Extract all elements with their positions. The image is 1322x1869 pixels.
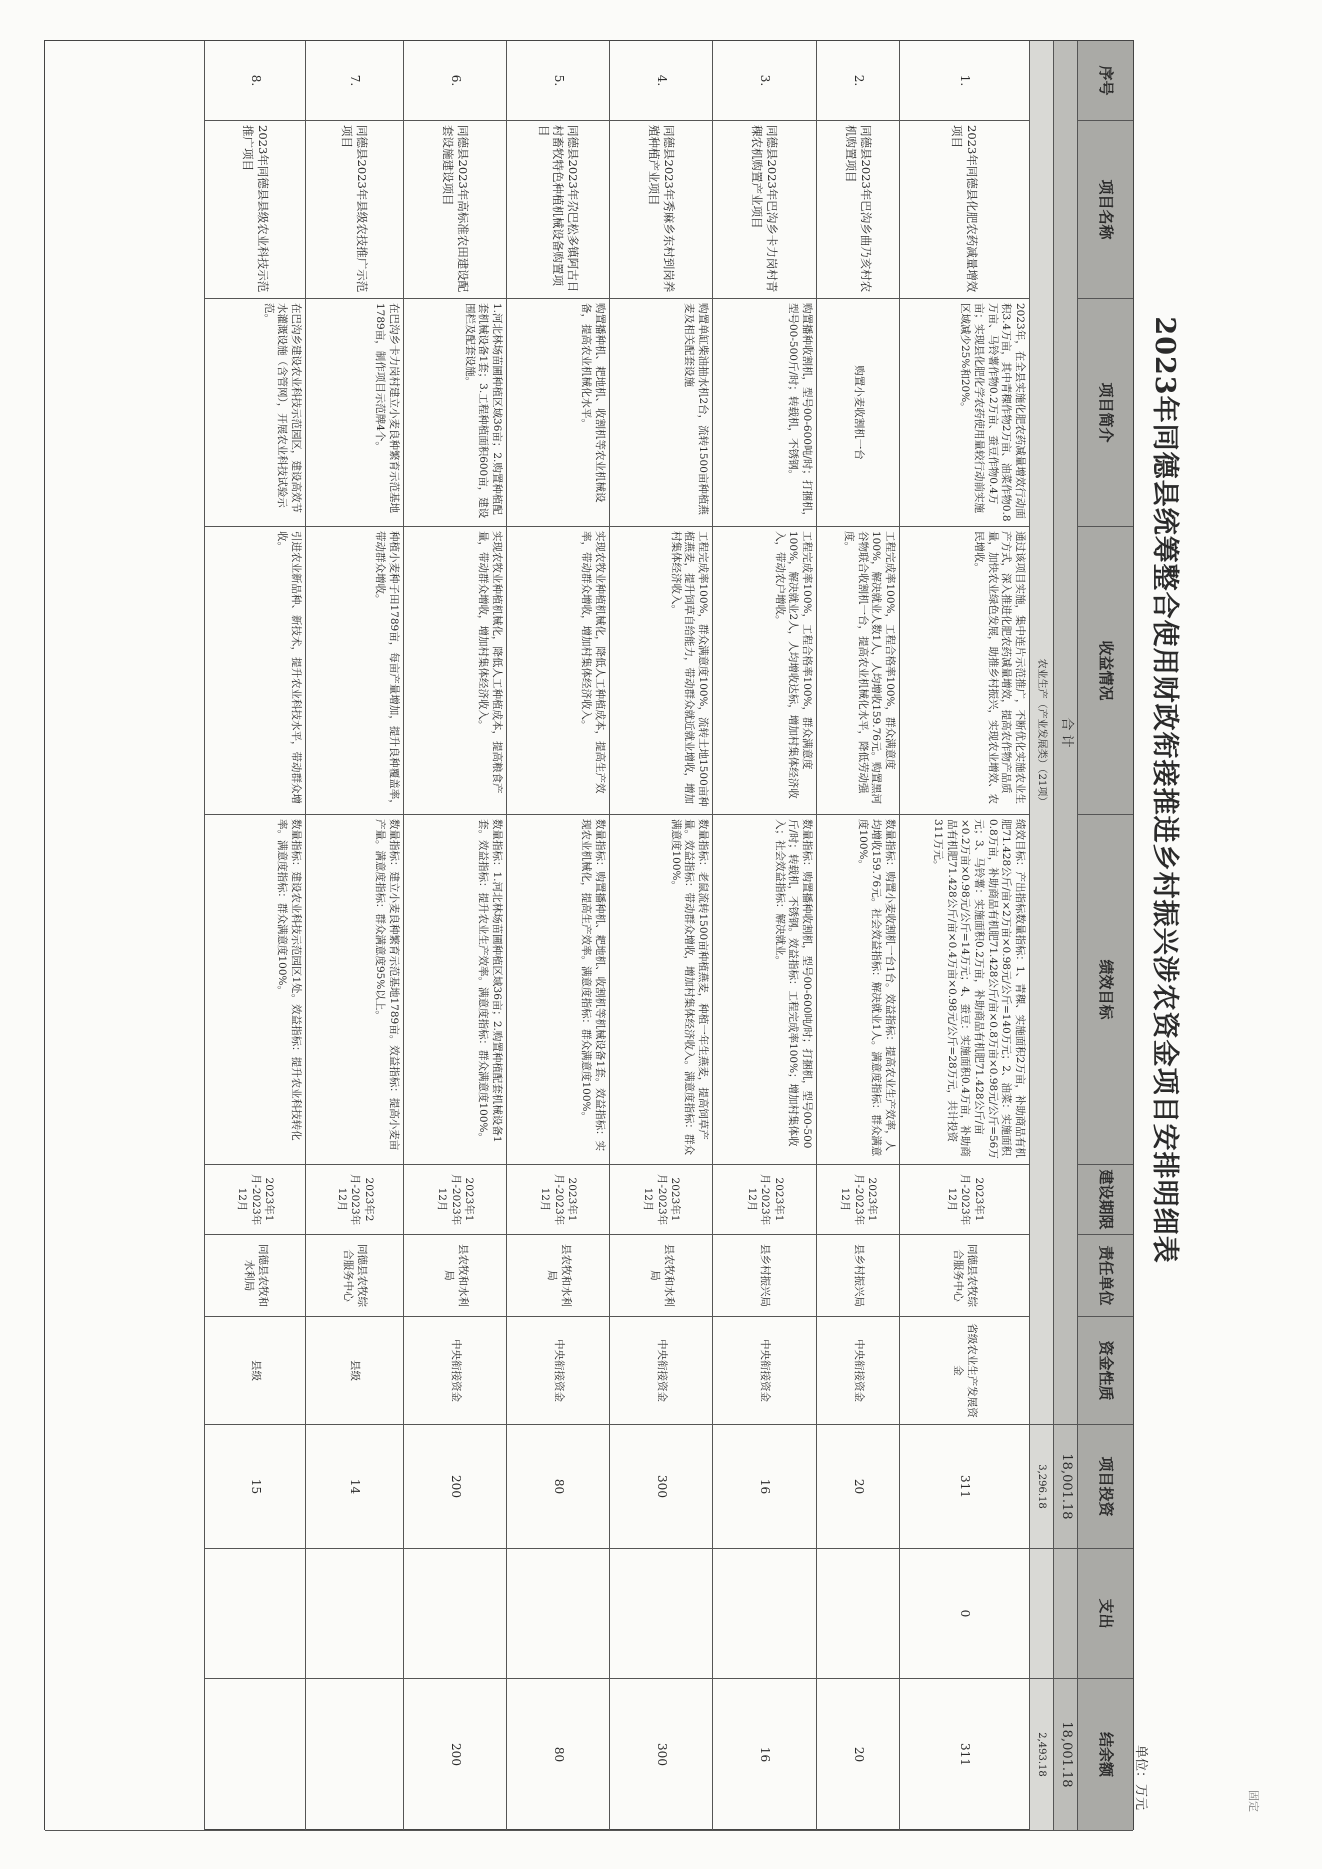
row-5-unit: 县农牧和水利局	[506, 1235, 609, 1317]
row-7-name: 同德县2023年县级农技推广示范项目	[305, 121, 403, 299]
row-1-period: 2023年1月-2023年12月	[899, 1165, 1029, 1235]
project-table	[44, 40, 1134, 1830]
row-7-seq: 7.	[305, 41, 403, 121]
row-4-balance: 300	[609, 1679, 712, 1831]
header-source: 资金性质	[1077, 1317, 1133, 1425]
header-seq: 序号	[1077, 41, 1133, 121]
row-3-balance: 16	[712, 1679, 816, 1831]
row-6-seq: 6.	[403, 41, 506, 121]
sub-row-label: 农业生产（产业发展类）（21项）	[1029, 41, 1053, 1425]
row-5-total: 80	[506, 1425, 609, 1549]
row-5-perf: 数量指标：购置播种机、耙地机、收割机等机械设备1套。效益指标：实现农业机械化，提高生产效率。满意度指标：群众满意度100%。	[506, 815, 609, 1165]
row-3-spent	[712, 1549, 816, 1679]
row-1-unit: 同德县农牧综合服务中心	[899, 1235, 1029, 1317]
row-6-intro: 1.河北林场苗圃种植区域36亩；2.购置种植配套机械设备1套；3.工程种植面积600亩，建设围栏及配套设施。	[403, 299, 506, 527]
page-mark: 固定	[1247, 1790, 1260, 1812]
row-1-benefit: 通过该项目实施，集中连片示范推广，不断优化实施农业生产方式，深入推进化肥农药减量增效，提高农作物产品质量，加快农业绿色发展，助推乡村振兴，实现农业增效、农民增收。	[899, 527, 1029, 815]
row-3-intro: 购置播种收割机，型号00-600吨/时；打捆机，型号00-500斤/时；转载机，不锈钢。	[712, 299, 816, 527]
row-6-balance: 200	[403, 1679, 506, 1831]
row-4-benefit: 工程完成率100%，群众满意度100%，流转土地1500亩种植燕麦，提升饲草自给能力，带动群众就近就业增收，增加村集体经济收入。	[609, 527, 712, 815]
row-7-total: 14	[305, 1425, 403, 1549]
row-8-source: 县级	[204, 1317, 305, 1425]
row-8-spent	[204, 1549, 305, 1679]
row-7-perf: 数量指标：建立小麦良种繁育示范基地1789亩。效益指标：提高小麦亩产量。满意度指标：群众满意度95%以上。	[305, 815, 403, 1165]
row-6-period: 2023年1月-2023年12月	[403, 1165, 506, 1235]
row-2-spent	[816, 1549, 899, 1679]
row-4-total: 300	[609, 1425, 712, 1549]
header-name: 项目名称	[1077, 121, 1133, 299]
header-spent: 支出	[1077, 1549, 1133, 1679]
row-5-source: 中央衔接资金	[506, 1317, 609, 1425]
header-intro: 项目简介	[1077, 299, 1133, 527]
row-2-perf: 数量指标：购置小麦收割机一台1台。效益指标：提高农业生产效率，人均增收159.76元。社会效益指标：解决就业1人。满意度指标：群众满意度100%。	[816, 815, 899, 1165]
row-6-total: 200	[403, 1425, 506, 1549]
row-6-perf: 数量指标：1.河北林场苗圃种植区域36亩；2.购置种植配套机械设备1套。效益指标：提升农业生产效率。满意度指标：群众满意度100%。	[403, 815, 506, 1165]
row-8-period: 2023年1月-2023年12月	[204, 1165, 305, 1235]
header-perf: 绩效目标	[1077, 815, 1133, 1165]
row-5-spent	[506, 1549, 609, 1679]
total-row-spent	[1053, 1549, 1077, 1679]
document-title: 2023年同德县统筹整合使用财政衔接推进乡村振兴涉农资金项目安排明细表	[1149, 316, 1180, 1264]
row-2-source: 中央衔接资金	[816, 1317, 899, 1425]
header-total: 项目投资	[1077, 1425, 1133, 1549]
table-blank-area	[45, 41, 204, 1831]
row-8-total: 15	[204, 1425, 305, 1549]
row-8-balance	[204, 1679, 305, 1831]
header-unit: 责任单位	[1077, 1235, 1133, 1317]
row-2-benefit: 工程完成率100%，工程合格率100%，群众满意度100%，解决就业人数1人，人均增收159.76元。购置黑河谷物联合收割机一台，提高农业机械化水平，降低劳动强度。	[816, 527, 899, 815]
row-1-balance: 311	[899, 1679, 1029, 1831]
header-benefit: 收益情况	[1077, 527, 1133, 815]
row-5-benefit: 实现农牧业种植机械化，降低人工种植成本，提高生产效率，带动群众增收，增加村集体经济收入。	[506, 527, 609, 815]
row-8-perf: 数量指标：建设农业科技示范园区1处。效益指标：提升农业科技转化率。满意度指标：群众满意度100%。	[204, 815, 305, 1165]
row-4-name: 同德县2023年秀麻乡东村到岗养殖种植产业项目	[609, 121, 712, 299]
row-2-name: 同德县2023年巴沟乡曲乃亥村农机购置项目	[816, 121, 899, 299]
row-4-unit: 县农牧和水利局	[609, 1235, 712, 1317]
row-6-unit: 县农牧和水利局	[403, 1235, 506, 1317]
sub-row-total: 3,296.18	[1029, 1425, 1053, 1549]
row-8-intro: 在巴沟乡建设农业科技示范园区，建设高效节水灌溉设施（含管网），开展农业科技试验示范。	[204, 299, 305, 527]
row-7-period: 2023年2月-2023年12月	[305, 1165, 403, 1235]
sub-row-spent	[1029, 1549, 1053, 1679]
row-7-source: 县级	[305, 1317, 403, 1425]
row-1-source: 省级农业生产发展资金	[899, 1317, 1029, 1425]
row-1-intro: 2023年，在全县实施化肥农药减量增效行动面积3.4万亩，其中青稞作物2万亩、油菜作物0.8万亩、马铃薯作物0.2万亩、蚕豆作物0.4万亩；实现县化肥化学农药使用量较行动前实施区域减少25%和20%。	[899, 299, 1029, 527]
row-2-seq: 2.	[816, 41, 899, 121]
row-6-spent	[403, 1549, 506, 1679]
row-7-balance	[305, 1679, 403, 1831]
sub-row-balance: 2,493.18	[1029, 1679, 1053, 1831]
row-3-period: 2023年1月-2023年12月	[712, 1165, 816, 1235]
row-3-unit: 县乡村振兴局	[712, 1235, 816, 1317]
row-3-source: 中央衔接资金	[712, 1317, 816, 1425]
row-6-source: 中央衔接资金	[403, 1317, 506, 1425]
row-2-intro: 购置小麦收割机一台	[816, 299, 899, 527]
row-3-name: 同德县2023年巴沟乡卡力岗村青稞农机购置产业项目	[712, 121, 816, 299]
row-3-perf: 数量指标：购置播种收割机，型号00-600吨/时；打捆机，型号00-500斤/时；转载机，不锈钢。效益指标：工程完成率100%；增加村集体收入；社会效益指标：解决就业。	[712, 815, 816, 1165]
row-2-unit: 县乡村振兴局	[816, 1235, 899, 1317]
row-8-name: 2023年同德县县级农业科技示范推广项目	[204, 121, 305, 299]
row-4-seq: 4.	[609, 41, 712, 121]
row-2-period: 2023年1月-2023年12月	[816, 1165, 899, 1235]
row-5-intro: 购置播种机、耙地机、收割机等农业机械设备，提高农业机械化水平。	[506, 299, 609, 527]
row-4-spent	[609, 1549, 712, 1679]
row-7-unit: 同德县农牧综合服务中心	[305, 1235, 403, 1317]
row-4-source: 中央衔接资金	[609, 1317, 712, 1425]
row-7-benefit: 种植小麦种子田1789亩，每亩产量增加，提升良种覆盖率，带动群众增收。	[305, 527, 403, 815]
row-8-benefit: 引进农业新品种、新技术，提升农业科技水平，带动群众增收。	[204, 527, 305, 815]
row-3-benefit: 工程完成率100%，工程合格率100%，群众满意度100%，解决就业2人，人均增收达标，增加村集体经济收入，带动农户增收。	[712, 527, 816, 815]
row-1-name: 2023年同德县化肥农药减量增效项目	[899, 121, 1029, 299]
total-row-balance: 18,001.18	[1053, 1679, 1077, 1831]
total-row-total: 18,001.18	[1053, 1425, 1077, 1549]
header-balance: 结余额	[1077, 1679, 1133, 1831]
row-8-seq: 8.	[204, 41, 305, 121]
row-1-perf: 绩效目标：产出指标数量指标：1、青稞、实施面积2万亩，补助商品有机肥71.428公斤/亩×2万亩×0.98元/公斤=140万元；2、油菜：实施面积0.8万亩，补助商品有机肥71.428公斤/亩×0.8万亩×0.98元/公斤=56万元；3、马铃薯：实施面积0.2万亩，补助商品有机肥71.428公斤/亩×0.2万亩×0.98元/公斤=14万元；4、蚕豆：实施面积0.4万亩，补助商品有机肥71.428公斤/亩×0.4万亩×0.98元/公斤=28万元，共计投资311万元。	[899, 815, 1029, 1165]
row-5-name: 同德县2023年尕巴松多镇阿古日村畜牧特色种植机械设备购置项目	[506, 121, 609, 299]
row-6-name: 同德县2023年高标准农田建设配套设施建设项目	[403, 121, 506, 299]
row-1-total: 311	[899, 1425, 1029, 1549]
row-3-seq: 3.	[712, 41, 816, 121]
row-7-intro: 在巴沟乡卡力岗村建立小麦良种繁育示范基地1789亩，制作项目示范牌4个。	[305, 299, 403, 527]
row-6-benefit: 实现农牧业种植机械化，降低人工种植成本，提高粮食产量，带动群众增收，增加村集体经济收入。	[403, 527, 506, 815]
total-row-label: 合 计	[1053, 41, 1077, 1425]
row-1-spent: 0	[899, 1549, 1029, 1679]
row-3-total: 16	[712, 1425, 816, 1549]
row-1-seq: 1.	[899, 41, 1029, 121]
row-8-unit: 同德县农牧和水利局	[204, 1235, 305, 1317]
row-2-balance: 20	[816, 1679, 899, 1831]
row-5-balance: 80	[506, 1679, 609, 1831]
row-5-period: 2023年1月-2023年12月	[506, 1165, 609, 1235]
row-7-spent	[305, 1549, 403, 1679]
header-period: 建设期限	[1077, 1165, 1133, 1235]
row-4-perf: 数量指标：老鼠流转1500亩种植燕麦，种植一年生燕麦，提高饲草产量。效益指标：带动群众增收，增加村集体经济收入。满意度指标：群众满意度100%。	[609, 815, 712, 1165]
unit-label: 单位：万元	[1133, 1745, 1148, 1811]
row-4-intro: 购置单缸柴油抽水机2台，流转1500亩种植燕麦及相关配套设施	[609, 299, 712, 527]
row-2-total: 20	[816, 1425, 899, 1549]
row-5-seq: 5.	[506, 41, 609, 121]
row-4-period: 2023年1月-2023年12月	[609, 1165, 712, 1235]
